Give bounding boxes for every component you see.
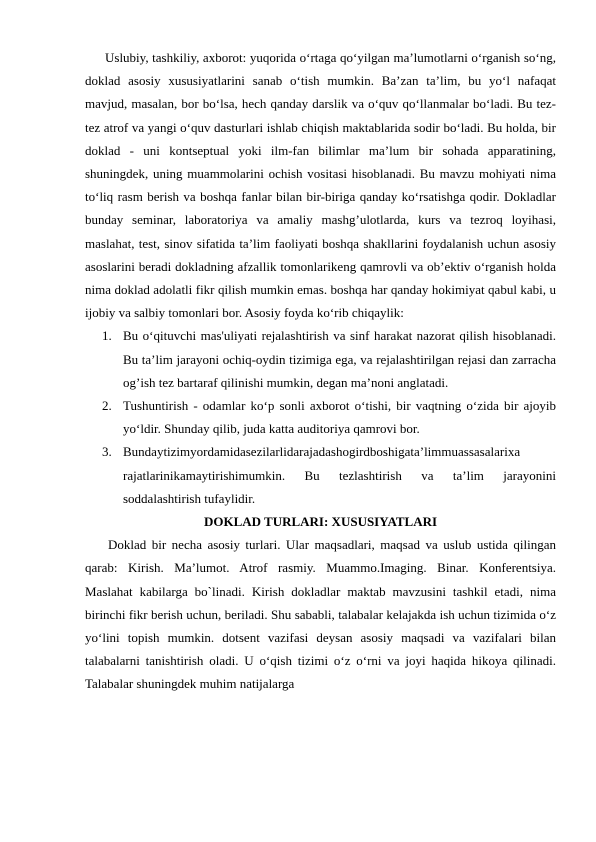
list-item-text: Tushuntirish - odamlar ko‘p sonli axborot o‘tishi, bir vaqtning o‘zida bir ajoyib yo‘ldir. Shunday qilib, juda katta auditoriya qamrovi bor.: [123, 398, 556, 437]
list-item: [85, 324, 556, 394]
body-paragraph: Doklad bir necha asosiy turlari. Ular maqsadlari, maqsad va uslub ustida qilingan qarab: Kirish. Ma’lumot. Atrof rasmiy. Muammo.Imaging. Binar. Konferentsiya. Maslahat kabilarga bo`linadi. Kirish dokladlar maktab mavzusini tashkil etadi, nima birinchi fikr berish uchun, beriladi. Shu sababli, talabalar kelajakda ish uchun tizimida o‘z yo‘lini topish mumkin. dotsent vazifasi deysan asosiy maqsadi va vazifalari bilan talabalarni tanishtirish oladi. U o‘qish tizimi o‘z o‘rni va joyi haqida hikoya qilinadi. Talabalar shuningdek muhim natijalarga: [85, 537, 556, 692]
advantages-list: [85, 324, 556, 510]
list-item: [85, 394, 556, 440]
list-item-text: Bundaytizimyordamidasezilarlidarajadashogirdboshigata’limmuassasalarixa rajatlarinikamaytirishimumkin. Bu tezlashtirish va ta’lim jarayonini soddalashtirish tufaylidir.: [123, 444, 556, 506]
list-item-number: 1.: [102, 328, 112, 344]
list-item-number: 2.: [102, 398, 112, 414]
list-item: [85, 440, 556, 510]
intro-paragraph: Uslubiy, tashkiliy, axborot: yuqorida o‘rtaga qo‘yilgan ma’lumotlarni o‘rganish so‘ng, doklad asosiy xususiyatlarini sanab o‘tish mumkin. Ba’zan ta’lim, bu yo‘l nafaqat mavjud, masalan, bor bo‘lsa, hech qanday darslik va o‘quv qo‘llanmalar bo‘ladi. Bu tez-tez atrof va yangi o‘quv dasturlari ishlab chiqish maktablarida sodir bo‘ladi. Bu holda, bir doklad - uni kontseptual yoki ilm-fan bilimlar ma’lum bir sohada apparatining, shuningdek, uning muammolarini ochish vositasi hisoblanadi. Bu mavzu mohiyati nima to‘liq rasm berish va boshqa fanlar bilan bir-biriga qanday ko‘rsatishga qodir. Dokladlar bunday seminar, laboratoriya va amaliy mashg’ulotlarda, kurs va tezroq loyihasi, maslahat, test, sinov sifatida ta’lim faoliyati boshqa shakllarini foydalanish uchun asosiy asoslarini beradi dokladning afzallik tomonlarikeng qamrovli va ob’ektiv o‘rganish holda nima doklad adolatli fikr qilish mumkin emas. boshqa har qanday hokimiyat qabul kabi, u ijobiy va salbiy tomonlari bor. Asosiy foyda ko‘rib chiqaylik:: [85, 50, 556, 321]
document-page: [85, 46, 556, 696]
list-item-text: Bu o‘qituvchi mas'uliyati rejalashtirish va sinf harakat nazorat qilish hisoblanadi. Bu ta’lim jarayoni ochiq-oydin tizimiga ega, va rejalashtirilgan rejasi dan zarracha og’ish tez bartaraf qilinishi mumkin, degan ma’noni anglatadi.: [123, 328, 556, 390]
section-heading: DOKLAD TURLARI: XUSUSIYATLARI: [203, 514, 438, 530]
list-item-number: 3.: [102, 444, 112, 460]
